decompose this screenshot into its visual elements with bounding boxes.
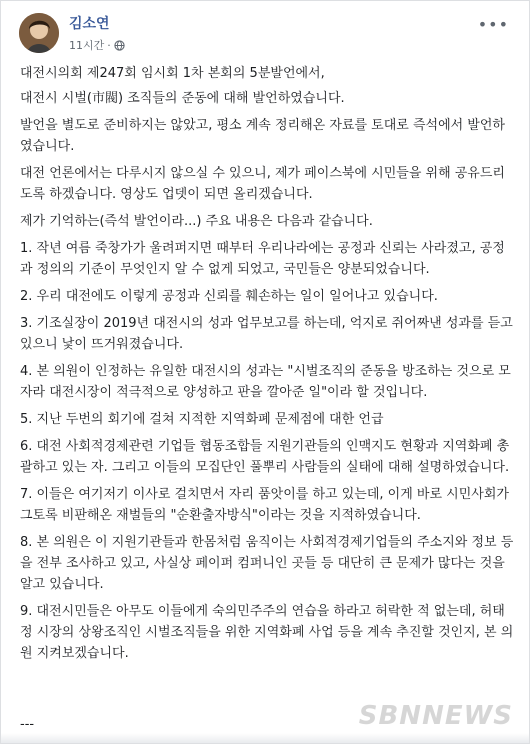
post-paragraph: 4. 본 의원이 인정하는 유일한 대전시의 성과는 "시벌조직의 준동을 방조하는 것으로 모자라 대전시장이 적극적으로 양성하고 판을 깔아준 일"이라 할 것입니다. — [20, 364, 511, 400]
separator-dot: · — [107, 38, 111, 52]
globe-icon[interactable] — [114, 40, 125, 51]
post-paragraph: 8. 본 의원은 이 지원기관들과 한몸처럼 움직이는 사회적경제기업들의 주소지와 정보 등을 전부 조사하고 있고, 사실상 페이퍼 컴퍼니인 곳들 등 대단히 큰 문제가 많다는 것을 알고 있습니다. — [20, 535, 514, 592]
post-body — [20, 63, 515, 670]
post-divider: --- — [20, 717, 35, 732]
post-header — [15, 11, 519, 59]
watermark-logo: SBNNEWS — [358, 701, 513, 731]
post-paragraph: 9. 대전시민들은 아무도 이들에게 숙의민주주의 연습을 하라고 허락한 적 없는데, 허태정 시장의 상왕조직인 시벌조직들을 위한 지역화폐 사업 등을 계속 추진할 것인지, 본 의원 지켜보겠습니다. — [20, 604, 514, 661]
more-options-icon[interactable]: ••• — [477, 15, 509, 34]
post-paragraph: 6. 대전 사회적경제관련 기업들 협동조합들 지원기관들의 인맥지도 현황과 지역화폐 총괄하고 있는 자. 그리고 이들의 모집단인 풀뿌리 사람들의 실태에 대해 설명하였습니다. — [20, 439, 510, 475]
post-paragraph: 대전시 시벌(市閥) 조직들의 준동에 대해 발언하였습니다. — [20, 91, 345, 106]
author-name[interactable]: 김소연 — [69, 16, 110, 32]
post-paragraph: 대전시의회 제247회 임시회 1차 본회의 5분발언에서, — [20, 66, 325, 81]
post-paragraph: 7. 이들은 여기저기 이사로 걸치면서 자리 품앗이를 하고 있는데, 이게 바로 시민사회가 그토록 비판해온 재벌들의 "순환출자방식"이라는 것을 지적하였습니다. — [20, 487, 509, 523]
post-paragraph: 1. 작년 여름 죽창가가 울려퍼지면 때부터 우리나라에는 공정과 신뢰는 사라졌고, 공정과 정의의 기준이 무엇인지 알 수 없게 되었고, 국민들은 양분되었습니다. — [20, 241, 505, 277]
post-paragraph: 5. 지난 두번의 회기에 걸쳐 지적한 지역화폐 문제점에 대한 언급 — [20, 412, 384, 427]
post-paragraph: 제가 기억하는(즉석 발언이라...) 주요 내용은 다음과 같습니다. — [20, 214, 373, 229]
bottom-edge — [1, 733, 529, 743]
post-paragraph: 2. 우리 대전에도 이렇게 공정과 신뢰를 훼손하는 일이 일어나고 있습니다. — [20, 289, 438, 304]
post-paragraph: 대전 언론에서는 다루시지 않으실 수 있으니, 제가 페이스북에 시민들을 위해 공유드리도록 하겠습니다. 영상도 업뎃이 되면 올리겠습니다. — [20, 166, 505, 202]
post-meta — [69, 37, 125, 53]
author-avatar[interactable] — [19, 13, 59, 53]
post-paragraph: 3. 기조실장이 2019년 대전시의 성과 업무보고를 하는데, 억지로 쥐어짜낸 성과를 듣고 있으니 낯이 뜨거워졌습니다. — [20, 316, 513, 352]
post-timestamp[interactable]: 11시간 — [69, 39, 105, 52]
post-paragraph: 발언을 별도로 준비하지는 않았고, 평소 계속 정리해온 자료를 토대로 즉석에서 발언하였습니다. — [20, 118, 505, 154]
avatar-image — [19, 13, 59, 53]
